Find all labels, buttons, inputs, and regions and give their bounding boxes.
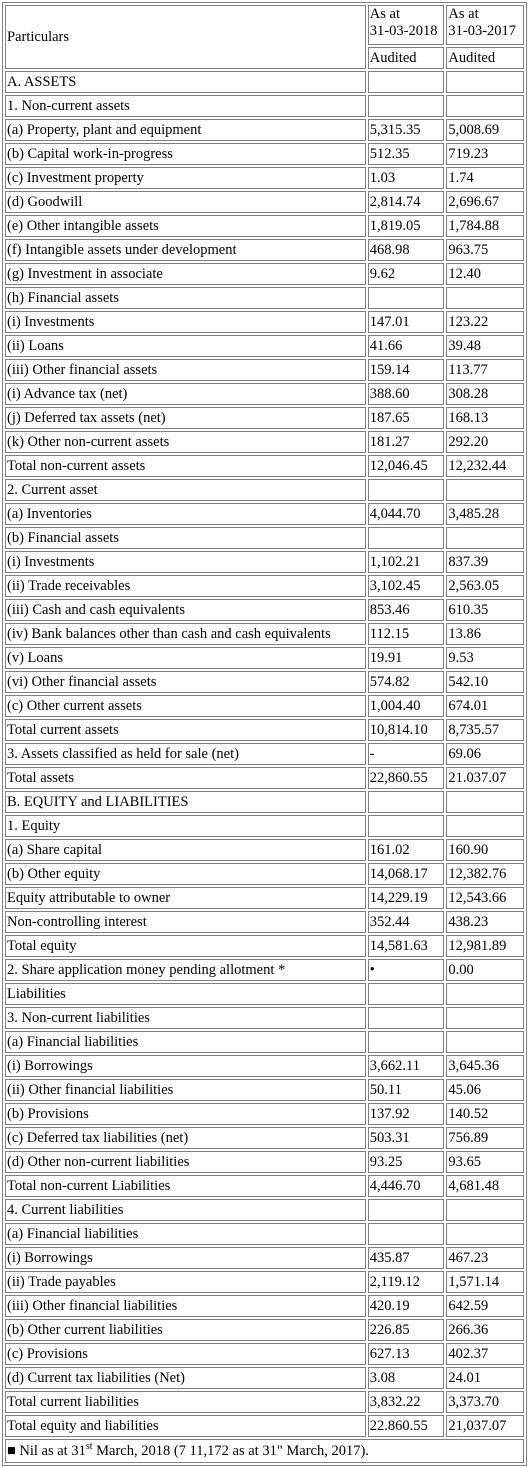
value-2017: 93.65	[446, 1151, 524, 1173]
value-2017: 674.01	[446, 695, 524, 717]
table-row	[5, 1079, 524, 1101]
value-2018: 93.25	[368, 1151, 445, 1173]
value-2017	[446, 1199, 524, 1221]
row-label: (v) Loans	[5, 647, 366, 669]
particulars-header: Particulars	[5, 5, 366, 69]
value-2017: 12,382.76	[446, 863, 524, 885]
table-row	[5, 1391, 524, 1413]
value-2017: 13.86	[446, 623, 524, 645]
header-row	[5, 5, 524, 45]
value-2017: 292.20	[446, 431, 524, 453]
row-label: 2. Share application money pending allotment *	[5, 959, 366, 981]
footnote-prefix: ■ Nil as at 31	[7, 1443, 86, 1459]
value-2017: 719.23	[446, 143, 524, 165]
value-2017: 21,037.07	[446, 1415, 524, 1437]
row-label: Equity attributable to owner	[5, 887, 366, 909]
table-row	[5, 1055, 524, 1077]
value-2018: 159.14	[368, 359, 445, 381]
row-label: (h) Financial assets	[5, 287, 366, 309]
footnote	[5, 1439, 524, 1463]
value-2018	[368, 983, 445, 1005]
table-row	[5, 767, 524, 789]
row-label: 4. Current liabilities	[5, 1199, 366, 1221]
table-row	[5, 383, 524, 405]
value-2017: 39.48	[446, 335, 524, 357]
value-2017: 21.037.07	[446, 767, 524, 789]
value-2018: 3.08	[368, 1367, 445, 1389]
table-row	[5, 311, 524, 333]
col-2017-header	[446, 5, 524, 45]
value-2017: 45.06	[446, 1079, 524, 1101]
value-2017: 1,571.14	[446, 1271, 524, 1293]
table-row	[5, 431, 524, 453]
row-label: 3. Assets classified as held for sale (net)	[5, 743, 366, 765]
value-2018: 147.01	[368, 311, 445, 333]
row-label: (ii) Trade receivables	[5, 575, 366, 597]
row-label: Liabilities	[5, 983, 366, 1005]
value-2017: 113.77	[446, 359, 524, 381]
value-2017	[446, 1031, 524, 1053]
table-row	[5, 1199, 524, 1221]
row-label: (iv) Bank balances other than cash and cash equivalents	[5, 623, 366, 645]
value-2017: 69.06	[446, 743, 524, 765]
table-row	[5, 359, 524, 381]
row-label: (a) Property, plant and equipment	[5, 119, 366, 141]
value-2017: 2,696.67	[446, 191, 524, 213]
value-2018	[368, 71, 445, 93]
value-2018: 22,860.55	[368, 767, 445, 789]
table-row	[5, 1223, 524, 1245]
col-2017-header-line2: 31-03-2017	[448, 23, 517, 39]
value-2018: 19.91	[368, 647, 445, 669]
table-row	[5, 863, 524, 885]
value-2017: 467.23	[446, 1247, 524, 1269]
value-2018	[368, 1031, 445, 1053]
value-2018	[368, 287, 445, 309]
row-label: (a) Inventories	[5, 503, 366, 525]
table-row	[5, 1007, 524, 1029]
value-2018: 574.82	[368, 671, 445, 693]
value-2018: 1,819.05	[368, 215, 445, 237]
table-row	[5, 1247, 524, 1269]
value-2017: 0.00	[446, 959, 524, 981]
table-row	[5, 287, 524, 309]
value-2018: 14,581.63	[368, 935, 445, 957]
table-row	[5, 743, 524, 765]
table-row	[5, 503, 524, 525]
table-row	[5, 143, 524, 165]
table-row	[5, 71, 524, 93]
row-label: (ii) Trade payables	[5, 1271, 366, 1293]
value-2018: 10,814.10	[368, 719, 445, 741]
row-label: Total equity	[5, 935, 366, 957]
table-row	[5, 1127, 524, 1149]
table-row	[5, 527, 524, 549]
value-2018: 22.860.55	[368, 1415, 445, 1437]
value-2017	[446, 1223, 524, 1245]
row-label: (ii) Loans	[5, 335, 366, 357]
table-row	[5, 191, 524, 213]
value-2017: 168.13	[446, 407, 524, 429]
row-label: (f) Intangible assets under development	[5, 239, 366, 261]
row-label: Total current assets	[5, 719, 366, 741]
value-2018: 50.11	[368, 1079, 445, 1101]
value-2017	[446, 791, 524, 813]
row-label: B. EQUITY and LIABILITIES	[5, 791, 366, 813]
value-2018: 12,046.45	[368, 455, 445, 477]
value-2017: 1.74	[446, 167, 524, 189]
value-2018	[368, 815, 445, 837]
value-2018: 112.15	[368, 623, 445, 645]
value-2018: 1,004.40	[368, 695, 445, 717]
value-2018: 137.92	[368, 1103, 445, 1125]
value-2018: 4,446.70	[368, 1175, 445, 1197]
value-2018: 3,102.45	[368, 575, 445, 597]
value-2018: 3,662.11	[368, 1055, 445, 1077]
row-label: 1. Equity	[5, 815, 366, 837]
row-label: (b) Other equity	[5, 863, 366, 885]
table-row	[5, 1151, 524, 1173]
table-row	[5, 983, 524, 1005]
footnote-row	[5, 1439, 524, 1463]
value-2018: 512.35	[368, 143, 445, 165]
value-2018: 9.62	[368, 263, 445, 285]
value-2017: 140.52	[446, 1103, 524, 1125]
value-2018: 181.27	[368, 431, 445, 453]
audited-2018: Audited	[368, 47, 445, 69]
row-label: (c) Other current assets	[5, 695, 366, 717]
value-2018: 853.46	[368, 599, 445, 621]
table-row	[5, 599, 524, 621]
row-label: (c) Investment property	[5, 167, 366, 189]
value-2017: 4,681.48	[446, 1175, 524, 1197]
value-2018: 352.44	[368, 911, 445, 933]
table-row	[5, 263, 524, 285]
value-2017	[446, 95, 524, 117]
table-row	[5, 1271, 524, 1293]
value-2018	[368, 1199, 445, 1221]
row-label: (d) Current tax liabilities (Net)	[5, 1367, 366, 1389]
value-2018: 435.87	[368, 1247, 445, 1269]
value-2017: 642.59	[446, 1295, 524, 1317]
row-label: (e) Other intangible assets	[5, 215, 366, 237]
row-label: (a) Financial liabilities	[5, 1031, 366, 1053]
value-2017: 308.28	[446, 383, 524, 405]
row-label: Total equity and liabilities	[5, 1415, 366, 1437]
col-2018-header-line2: 31-03-2018	[369, 23, 438, 39]
table-row	[5, 839, 524, 861]
table-row	[5, 647, 524, 669]
value-2018: 14,229.19	[368, 887, 445, 909]
row-label: (iii) Other financial liabilities	[5, 1295, 366, 1317]
value-2018: 161.02	[368, 839, 445, 861]
table-row	[5, 1319, 524, 1341]
row-label: Total current liabilities	[5, 1391, 366, 1413]
value-2018: 388.60	[368, 383, 445, 405]
row-label: (b) Other current liabilities	[5, 1319, 366, 1341]
value-2017	[446, 815, 524, 837]
value-2017: 3,373.70	[446, 1391, 524, 1413]
value-2017: 837.39	[446, 551, 524, 573]
value-2018: 14,068.17	[368, 863, 445, 885]
value-2017	[446, 983, 524, 1005]
col-2018-header-line1: As at	[369, 6, 401, 22]
value-2017: 160.90	[446, 839, 524, 861]
row-label: (vi) Other financial assets	[5, 671, 366, 693]
value-2017: 9.53	[446, 647, 524, 669]
balance-sheet-body	[5, 5, 524, 1437]
row-label: (c) Deferred tax liabilities (net)	[5, 1127, 366, 1149]
value-2017: 24.01	[446, 1367, 524, 1389]
value-2017: 3,645.36	[446, 1055, 524, 1077]
table-row	[5, 119, 524, 141]
value-2017: 963.75	[446, 239, 524, 261]
value-2017: 12.40	[446, 263, 524, 285]
value-2017	[446, 1007, 524, 1029]
value-2017: 402.37	[446, 1343, 524, 1365]
row-label: (j) Deferred tax assets (net)	[5, 407, 366, 429]
row-label: (i) Borrowings	[5, 1055, 366, 1077]
row-label: (i) Investments	[5, 311, 366, 333]
value-2018: 4,044.70	[368, 503, 445, 525]
table-row	[5, 215, 524, 237]
table-row	[5, 335, 524, 357]
value-2018	[368, 791, 445, 813]
row-label: (a) Financial liabilities	[5, 1223, 366, 1245]
value-2017	[446, 71, 524, 93]
value-2017: 542.10	[446, 671, 524, 693]
value-2017: 123.22	[446, 311, 524, 333]
row-label: (b) Financial assets	[5, 527, 366, 549]
table-row	[5, 455, 524, 477]
value-2017: 5,008.69	[446, 119, 524, 141]
value-2018: 2,814.74	[368, 191, 445, 213]
value-2018: -	[368, 743, 445, 765]
table-row	[5, 239, 524, 261]
table-row	[5, 695, 524, 717]
table-row	[5, 671, 524, 693]
value-2017: 3,485.28	[446, 503, 524, 525]
table-row	[5, 575, 524, 597]
value-2018	[368, 1223, 445, 1245]
table-row	[5, 167, 524, 189]
value-2017	[446, 479, 524, 501]
row-label: (b) Provisions	[5, 1103, 366, 1125]
table-row	[5, 623, 524, 645]
row-label: Total assets	[5, 767, 366, 789]
row-label: (g) Investment in associate	[5, 263, 366, 285]
row-label: A. ASSETS	[5, 71, 366, 93]
row-label: (a) Share capital	[5, 839, 366, 861]
value-2017: 438.23	[446, 911, 524, 933]
row-label: 3. Non-current liabilities	[5, 1007, 366, 1029]
value-2017	[446, 527, 524, 549]
value-2017	[446, 287, 524, 309]
value-2017: 1,784.88	[446, 215, 524, 237]
value-2017: 756.89	[446, 1127, 524, 1149]
row-label: (i) Advance tax (net)	[5, 383, 366, 405]
value-2018: 187.65	[368, 407, 445, 429]
row-label: (d) Goodwill	[5, 191, 366, 213]
table-row	[5, 407, 524, 429]
table-row	[5, 1103, 524, 1125]
value-2018: 41.66	[368, 335, 445, 357]
audited-2017: Audited	[446, 47, 524, 69]
value-2017: 12,543.66	[446, 887, 524, 909]
row-label: (c) Provisions	[5, 1343, 366, 1365]
table-row	[5, 1343, 524, 1365]
table-row	[5, 551, 524, 573]
table-row	[5, 1031, 524, 1053]
value-2017: 12,981.89	[446, 935, 524, 957]
table-row	[5, 1367, 524, 1389]
value-2018: 503.31	[368, 1127, 445, 1149]
row-label: (i) Investments	[5, 551, 366, 573]
footnote-rest: March, 2018 (7 11,172 as at 31" March, 2017).	[92, 1443, 369, 1459]
value-2018: 3,832.22	[368, 1391, 445, 1413]
value-2018: 1.03	[368, 167, 445, 189]
table-row	[5, 935, 524, 957]
value-2018: 5,315.35	[368, 119, 445, 141]
value-2018	[368, 95, 445, 117]
value-2018	[368, 527, 445, 549]
table-row	[5, 1415, 524, 1437]
row-label: Total non-current Liabilities	[5, 1175, 366, 1197]
footnote-sup: st	[85, 1441, 93, 1453]
table-row	[5, 887, 524, 909]
value-2018	[368, 1007, 445, 1029]
value-2018: 1,102.21	[368, 551, 445, 573]
value-2018	[368, 479, 445, 501]
value-2018: 420.19	[368, 1295, 445, 1317]
table-row	[5, 1175, 524, 1197]
value-2017: 2,563.05	[446, 575, 524, 597]
balance-sheet-table	[2, 2, 527, 1466]
col-2018-header	[368, 5, 445, 45]
value-2017: 12,232.44	[446, 455, 524, 477]
table-row	[5, 95, 524, 117]
row-label: (b) Capital work-in-progress	[5, 143, 366, 165]
row-label: (iii) Cash and cash equivalents	[5, 599, 366, 621]
row-label: (ii) Other financial liabilities	[5, 1079, 366, 1101]
table-row	[5, 719, 524, 741]
value-2017: 8,735.57	[446, 719, 524, 741]
table-row	[5, 815, 524, 837]
col-2017-header-line1: As at	[448, 6, 479, 22]
value-2017: 610.35	[446, 599, 524, 621]
table-row	[5, 911, 524, 933]
row-label: 2. Current asset	[5, 479, 366, 501]
table-row	[5, 1295, 524, 1317]
row-label: (iii) Other financial assets	[5, 359, 366, 381]
row-label: (d) Other non-current liabilities	[5, 1151, 366, 1173]
table-row	[5, 479, 524, 501]
value-2018: •	[368, 959, 445, 981]
row-label: 1. Non-current assets	[5, 95, 366, 117]
value-2018: 2,119.12	[368, 1271, 445, 1293]
value-2018: 226.85	[368, 1319, 445, 1341]
table-row	[5, 959, 524, 981]
row-label: Total non-current assets	[5, 455, 366, 477]
value-2018: 468.98	[368, 239, 445, 261]
table-row	[5, 791, 524, 813]
row-label: (k) Other non-current assets	[5, 431, 366, 453]
row-label: (i) Borrowings	[5, 1247, 366, 1269]
value-2018: 627.13	[368, 1343, 445, 1365]
value-2017: 266.36	[446, 1319, 524, 1341]
row-label: Non-controlling interest	[5, 911, 366, 933]
